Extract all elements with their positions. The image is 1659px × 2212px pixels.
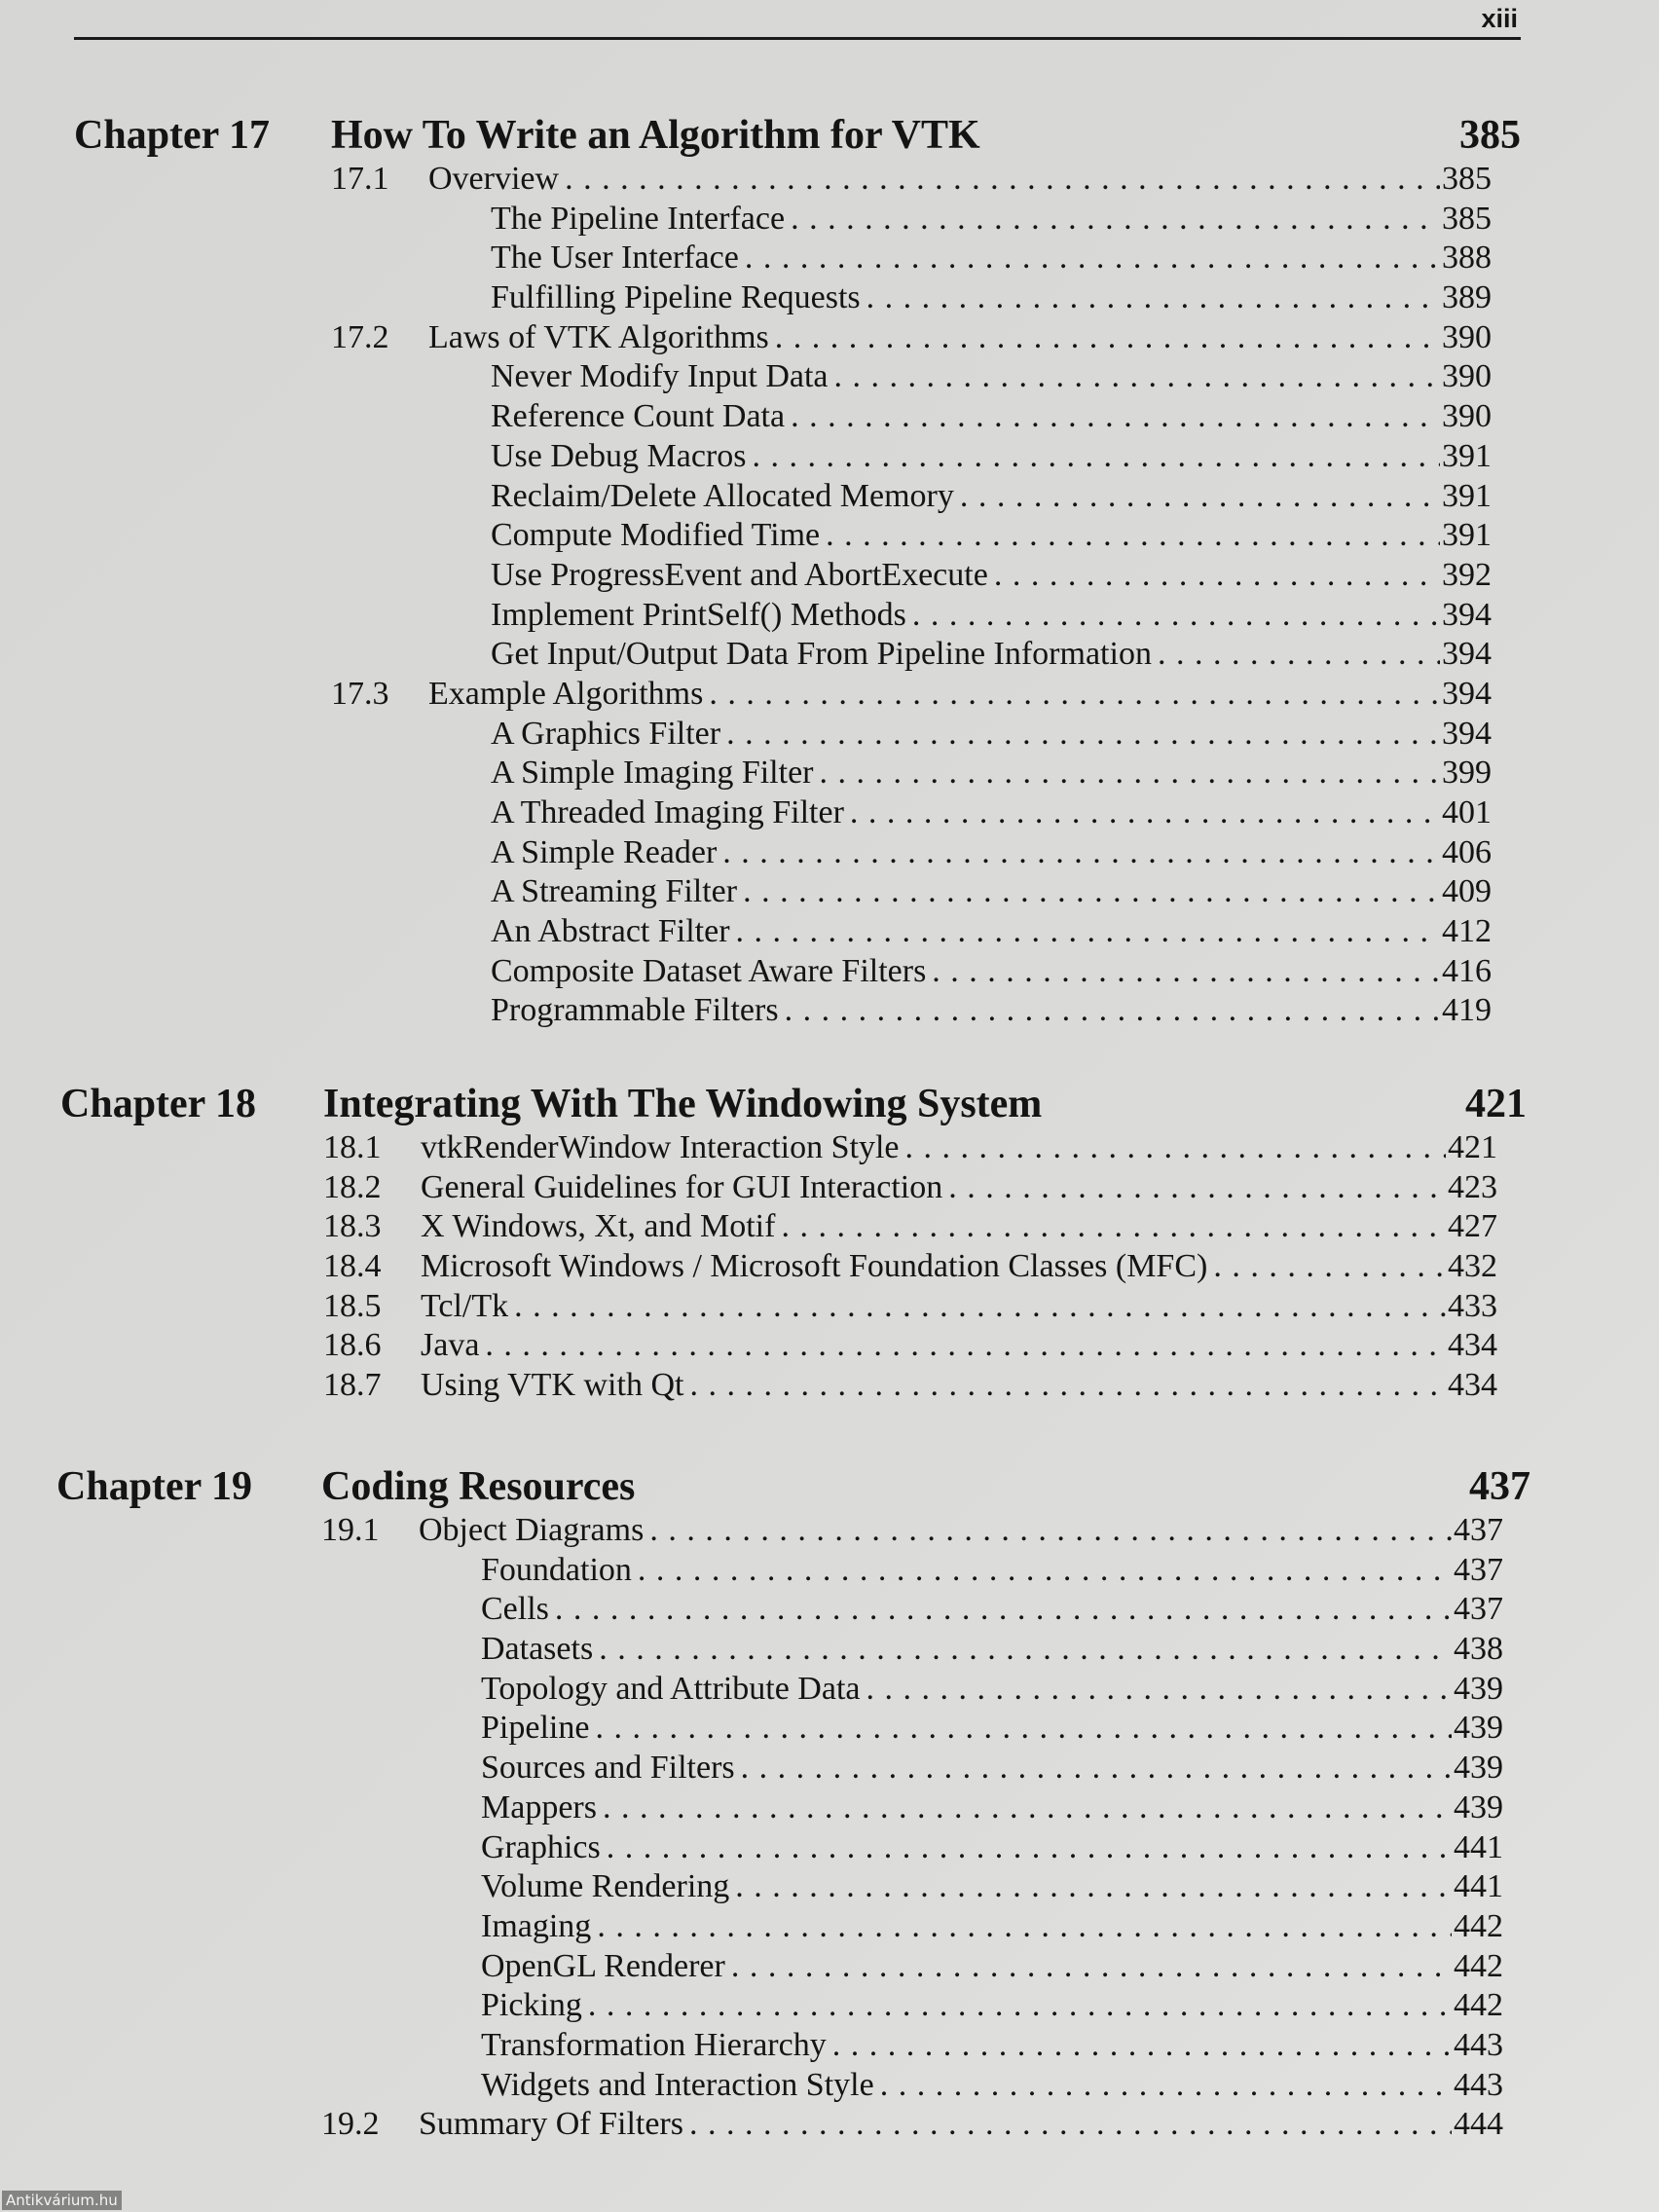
toc-entry [321, 1750, 1503, 1789]
entry-title: Composite Dataset Aware Filters [491, 952, 927, 989]
entry-page: 406 [1442, 833, 1492, 870]
toc-entry [331, 913, 1492, 953]
dot-leader [791, 398, 1440, 435]
entry-page: 390 [1442, 398, 1492, 435]
entry-page: 391 [1442, 517, 1492, 554]
entry-page: 392 [1442, 556, 1492, 593]
section-number: 18.6 [323, 1327, 382, 1364]
entry-title: Implement PrintSelf() Methods [491, 596, 906, 633]
entry-title: Tcl/Tk [421, 1287, 509, 1324]
dot-leader [826, 517, 1440, 554]
entry-page: 442 [1454, 1987, 1503, 2024]
entry-title: Summary Of Filters [419, 2106, 683, 2143]
entry-page: 394 [1442, 596, 1492, 633]
entry-page: 412 [1442, 913, 1492, 950]
toc-entry [331, 358, 1492, 398]
toc-entry [331, 398, 1492, 438]
entry-title: Object Diagrams [419, 1512, 645, 1548]
toc-entry [331, 992, 1492, 1032]
entry-page: 437 [1454, 1512, 1503, 1548]
dot-leader [834, 358, 1440, 395]
toc-entry [321, 1868, 1503, 1908]
toc-entry [321, 1710, 1503, 1750]
entry-page: 439 [1454, 1670, 1503, 1707]
toc-entry [331, 953, 1492, 993]
toc-entry [331, 834, 1492, 874]
entry-title: Overview [428, 161, 560, 197]
toc-entry [331, 636, 1492, 676]
entry-page: 438 [1454, 1631, 1503, 1668]
section-number: 17.1 [331, 161, 389, 197]
dot-leader [948, 1169, 1446, 1206]
dot-leader [819, 755, 1440, 792]
entry-title: Get Input/Output Data From Pipeline Information [491, 636, 1152, 673]
entry-page: 394 [1442, 715, 1492, 752]
entry-page: 385 [1442, 161, 1492, 197]
dot-leader [735, 1868, 1452, 1905]
entry-title: Picking [481, 1987, 582, 2024]
entry-page: 427 [1448, 1208, 1497, 1245]
section-number: 19.1 [321, 1512, 380, 1548]
toc-entry [321, 1671, 1503, 1711]
entry-title: General Guidelines for GUI Interaction [421, 1168, 943, 1205]
toc-entry [321, 2106, 1503, 2146]
entry-title: Foundation [481, 1551, 632, 1588]
entry-title: A Simple Reader [491, 833, 718, 870]
dot-leader [832, 2027, 1452, 2064]
dot-leader [514, 1288, 1446, 1325]
page-number: xiii [1481, 4, 1518, 33]
toc-entry [323, 1248, 1497, 1288]
toc-entry [321, 2067, 1503, 2107]
dot-leader [1158, 636, 1440, 673]
dot-leader [1213, 1248, 1446, 1285]
dot-leader [736, 913, 1440, 950]
toc-entry [323, 1367, 1497, 1407]
dot-leader [994, 557, 1440, 594]
toc-entry [331, 676, 1492, 716]
entry-title: Microsoft Windows / Microsoft Foundation Classes (MFC) [421, 1248, 1208, 1285]
entry-title: Laws of VTK Algorithms [428, 318, 769, 355]
entry-page: 390 [1442, 358, 1492, 395]
toc-entry [331, 438, 1492, 478]
toc-entry [331, 319, 1492, 359]
entry-title: Compute Modified Time [491, 517, 821, 554]
entry-page: 434 [1448, 1327, 1497, 1364]
entry-page: 423 [1448, 1168, 1497, 1205]
entry-page: 444 [1454, 2106, 1503, 2143]
entry-title: A Simple Imaging Filter [491, 755, 814, 792]
toc-entry [331, 478, 1492, 518]
toc-entry [331, 279, 1492, 319]
entry-title: Cells [481, 1591, 549, 1628]
dot-leader [689, 1367, 1446, 1404]
entry-page: 432 [1448, 1248, 1497, 1285]
entry-page: 443 [1454, 2026, 1503, 2063]
entry-page: 439 [1454, 1710, 1503, 1747]
entry-title: The User Interface [491, 240, 739, 276]
chapter-title: Coding Resources [321, 1464, 636, 1509]
chapter-label: Chapter 17 [74, 113, 271, 158]
section-number: 18.7 [323, 1367, 382, 1404]
toc-entry [321, 1552, 1503, 1592]
dot-leader [595, 1710, 1452, 1747]
entry-page: 419 [1442, 992, 1492, 1029]
dot-leader [932, 953, 1440, 990]
dot-leader [722, 834, 1440, 871]
chapter-title: Integrating With The Windowing System [323, 1082, 1043, 1126]
toc-entry [331, 873, 1492, 913]
entry-page: 399 [1442, 755, 1492, 792]
entry-title: X Windows, Xt, and Motif [421, 1208, 776, 1245]
dot-leader [588, 1987, 1452, 2024]
dot-leader [960, 478, 1440, 515]
entry-title: The Pipeline Interface [491, 200, 786, 237]
dot-leader [603, 1789, 1452, 1826]
dot-leader [741, 1750, 1452, 1787]
entry-page: 433 [1448, 1287, 1497, 1324]
entry-page: 437 [1454, 1591, 1503, 1628]
entry-title: Fulfilling Pipeline Requests [491, 279, 861, 316]
entry-title: Example Algorithms [428, 675, 704, 712]
entry-title: Reclaim/Delete Allocated Memory [491, 477, 954, 514]
entry-page: 389 [1442, 279, 1492, 316]
entry-title: vtkRenderWindow Interaction Style [421, 1129, 900, 1165]
toc-entry [321, 1829, 1503, 1869]
dot-leader [555, 1591, 1452, 1628]
entry-page: 441 [1454, 1828, 1503, 1865]
chapter-title: How To Write an Algorithm for VTK [331, 113, 980, 158]
entry-page: 416 [1442, 952, 1492, 989]
entry-title: OpenGL Renderer [481, 1947, 725, 1984]
entry-title: Imaging [481, 1907, 592, 1944]
toc-entry [331, 597, 1492, 637]
dot-leader [726, 716, 1440, 753]
toc-entry [323, 1208, 1497, 1248]
dot-leader [649, 1512, 1452, 1549]
toc-entry [323, 1288, 1497, 1328]
entry-title: A Threaded Imaging Filter [491, 794, 844, 830]
dot-leader [743, 873, 1440, 910]
entry-title: Reference Count Data [491, 398, 786, 435]
dot-leader [689, 2106, 1452, 2143]
entry-page: 442 [1454, 1947, 1503, 1984]
toc-entry [323, 1169, 1497, 1209]
dot-leader [638, 1552, 1452, 1589]
header-rule [74, 37, 1521, 40]
entry-page: 434 [1448, 1367, 1497, 1404]
dot-leader [866, 279, 1440, 316]
dot-leader [709, 676, 1440, 713]
dot-leader [607, 1829, 1452, 1866]
dot-leader [753, 438, 1441, 475]
dot-leader [485, 1327, 1446, 1364]
chapter-page: 437 [1469, 1464, 1530, 1509]
entry-title: Volume Rendering [481, 1868, 730, 1905]
toc-entry [331, 161, 1492, 201]
entry-page: 441 [1454, 1868, 1503, 1905]
entry-list [321, 1512, 1503, 2146]
chapter-page: 421 [1465, 1082, 1527, 1126]
toc-entry [323, 1327, 1497, 1367]
dot-leader [850, 794, 1440, 831]
toc-entry [321, 1591, 1503, 1631]
toc-entry [331, 557, 1492, 597]
entry-page: 390 [1442, 318, 1492, 355]
section-number: 18.2 [323, 1168, 382, 1205]
dot-leader [880, 2067, 1452, 2104]
section-number: 18.4 [323, 1248, 382, 1285]
chapter-page: 385 [1459, 113, 1521, 158]
entry-page: 409 [1442, 873, 1492, 910]
entry-title: Topology and Attribute Data [481, 1670, 861, 1707]
toc-entry [331, 794, 1492, 834]
watermark: Antikvárium.hu [2, 2191, 122, 2210]
entry-title: Graphics [481, 1828, 601, 1865]
entry-title: A Graphics Filter [491, 715, 721, 752]
entry-page: 385 [1442, 200, 1492, 237]
chapter-label: Chapter 19 [56, 1464, 253, 1509]
entry-page: 421 [1448, 1129, 1497, 1165]
dot-leader [597, 1908, 1452, 1945]
entry-title: Java [421, 1327, 480, 1364]
dot-leader [866, 1671, 1453, 1708]
dot-leader [785, 992, 1440, 1029]
toc-entry [321, 1631, 1503, 1671]
entry-page: 401 [1442, 794, 1492, 830]
entry-title: Using VTK with Qt [421, 1367, 684, 1404]
toc-entry [331, 716, 1492, 756]
entry-title: A Streaming Filter [491, 873, 738, 910]
entry-page: 443 [1454, 2066, 1503, 2103]
entry-page: 439 [1454, 1750, 1503, 1787]
section-number: 17.2 [331, 318, 389, 355]
dot-leader [565, 161, 1440, 198]
entry-page: 439 [1454, 1788, 1503, 1825]
entry-title: An Abstract Filter [491, 913, 730, 950]
dot-leader [731, 1948, 1452, 1985]
entry-page: 391 [1442, 477, 1492, 514]
toc-entry [321, 1789, 1503, 1829]
section-number: 18.5 [323, 1287, 382, 1324]
entry-list [323, 1129, 1497, 1407]
dot-leader [745, 240, 1440, 276]
dot-leader [599, 1631, 1452, 1668]
section-number: 19.2 [321, 2106, 380, 2143]
entry-page: 437 [1454, 1551, 1503, 1588]
entry-title: Datasets [481, 1631, 594, 1668]
entry-list [331, 161, 1492, 1032]
entry-title: Use Debug Macros [491, 437, 747, 474]
section-number: 18.3 [323, 1208, 382, 1245]
entry-page: 442 [1454, 1907, 1503, 1944]
entry-title: Programmable Filters [491, 992, 779, 1029]
dot-leader [775, 319, 1440, 356]
entry-page: 394 [1442, 675, 1492, 712]
entry-title: Mappers [481, 1788, 597, 1825]
entry-title: Use ProgressEvent and AbortExecute [491, 556, 988, 593]
entry-title: Transformation Hierarchy [481, 2026, 827, 2063]
chapter-label: Chapter 18 [60, 1082, 257, 1126]
entry-page: 391 [1442, 437, 1492, 474]
section-number: 18.1 [323, 1129, 382, 1165]
entry-title: Sources and Filters [481, 1750, 735, 1787]
toc-entry [331, 240, 1492, 279]
toc-entry [321, 1987, 1503, 2027]
dot-leader [905, 1129, 1446, 1166]
toc-entry [321, 2027, 1503, 2067]
dot-leader [791, 201, 1440, 238]
toc-entry [331, 201, 1492, 240]
entry-title: Widgets and Interaction Style [481, 2066, 874, 2103]
entry-title: Never Modify Input Data [491, 358, 829, 395]
toc-entry [321, 1948, 1503, 1988]
entry-title: Pipeline [481, 1710, 590, 1747]
toc-entry [321, 1512, 1503, 1552]
toc-entry [331, 755, 1492, 794]
toc-entry [323, 1129, 1497, 1169]
toc-entry [321, 1908, 1503, 1948]
entry-page: 388 [1442, 240, 1492, 276]
toc-entry [331, 517, 1492, 557]
section-number: 17.3 [331, 675, 389, 712]
entry-page: 394 [1442, 636, 1492, 673]
dot-leader [912, 597, 1440, 634]
dot-leader [781, 1208, 1446, 1245]
